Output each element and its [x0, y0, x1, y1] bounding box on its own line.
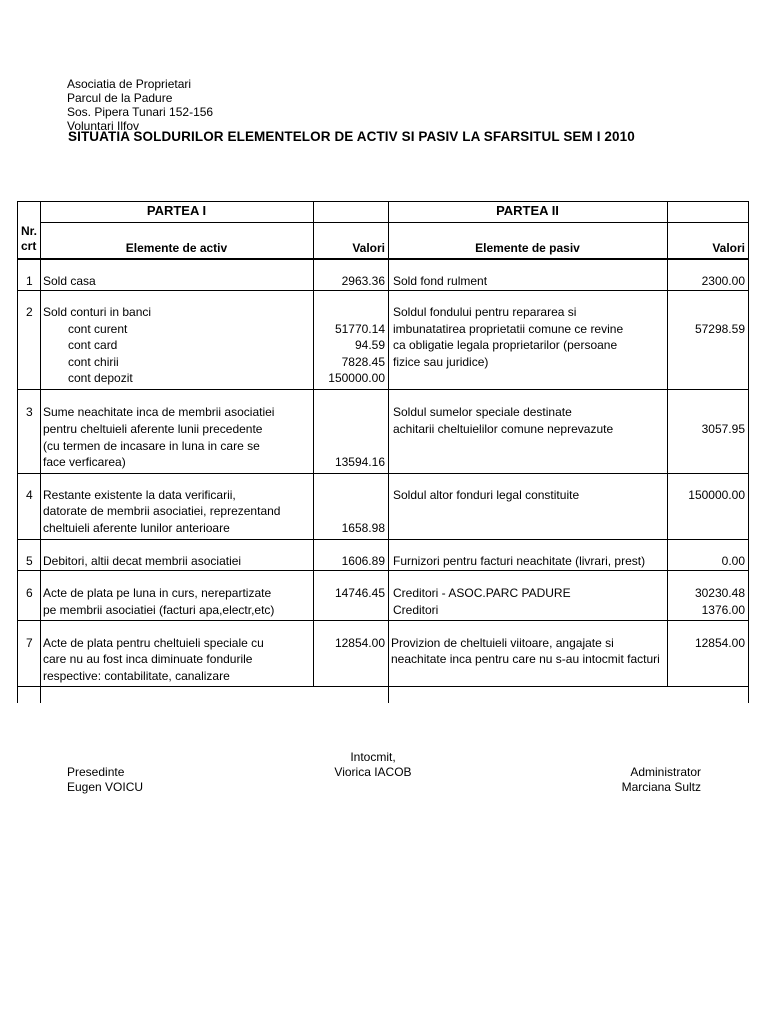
pasiv-item: Sold fond rulment [393, 274, 488, 288]
activ-item: Sume neachitate inca de membrii asociatiei [43, 405, 275, 419]
activ-value: 2963.36 [341, 274, 385, 288]
pasiv-value: 150000.00 [688, 488, 745, 502]
pasiv-value: 1376.00 [701, 603, 745, 617]
activ-item: cheltuieli aferente lunilor anterioare [43, 521, 230, 535]
signature-administrator: Administrator Marciana Sultz [621, 765, 701, 794]
activ-item: Sold casa [43, 274, 96, 288]
activ-item: Sold conturi in banci [43, 305, 152, 319]
association-subname: Parcul de la Padure [67, 91, 173, 105]
pasiv-item: fizice sau juridice) [393, 355, 489, 369]
activ-subitem: cont curent [68, 322, 128, 336]
activ-subitem: cont chirii [68, 355, 119, 369]
col-pasiv-header: Elemente de pasiv [475, 241, 580, 255]
activ-item: pentru cheltuieli aferente lunii precedente [43, 422, 263, 436]
activ-value: 1658.98 [341, 521, 385, 535]
association-city: Voluntari Ilfov [67, 119, 140, 133]
activ-item: (cu termen de incasare in luna in care se [43, 439, 260, 453]
signature-prepared-by: Intocmit, Viorica IACOB [334, 750, 412, 779]
activ-value: 150000.00 [328, 371, 385, 385]
pasiv-item: Provizion de cheltuieli viitoare, angajate si [391, 636, 614, 650]
pasiv-item: ca obligatie legala proprietarilor (persoane [393, 338, 618, 352]
activ-value: 7828.45 [341, 355, 385, 369]
activ-value: 13594.16 [334, 455, 385, 469]
activ-item: Acte de plata pe luna in curs, nerepartizate [43, 586, 272, 600]
activ-value: 51770.14 [334, 322, 385, 336]
row-number: 7 [26, 636, 33, 650]
document-title: SITUATIA SOLDURILOR ELEMENTELOR DE ACTIV SI PASIV LA SFARSITUL SEM I 2010 [68, 129, 635, 144]
pasiv-value: 0.00 [721, 554, 745, 568]
association-name: Asociatia de Proprietari [67, 77, 192, 91]
activ-item: Acte de plata pentru cheltuieli speciale cu [43, 636, 264, 650]
pasiv-item: Creditori - ASOC.PARC PADURE [393, 586, 571, 600]
activ-value: 94.59 [354, 338, 385, 352]
association-address: Sos. Pipera Tunari 152-156 [67, 105, 214, 119]
pasiv-item: imbunatatirea proprietatii comune ce revine [393, 322, 624, 336]
pasiv-item: Soldul altor fonduri legal constituite [393, 488, 580, 502]
pasiv-item: Soldul fondului pentru repararea si [393, 305, 577, 319]
pasiv-value: 3057.95 [701, 422, 745, 436]
pasiv-value: 2300.00 [701, 274, 745, 288]
activ-subitem: cont depozit [68, 371, 133, 385]
part-two-header: PARTEA II [496, 203, 559, 218]
pasiv-value: 30230.48 [694, 586, 745, 600]
row-number: 3 [26, 405, 33, 419]
pasiv-value: 12854.00 [694, 636, 745, 650]
pasiv-item: neachitate inca pentru care nu s-au intocmit facturi [391, 652, 660, 666]
row-number: 6 [26, 586, 33, 600]
pasiv-item: Soldul sumelor speciale destinate [393, 405, 572, 419]
pasiv-item: Furnizori pentru facturi neachitate (livrari, prest) [393, 554, 646, 568]
row-number: 2 [26, 305, 33, 319]
signature-president: Presedinte Eugen VOICU [67, 765, 144, 794]
col-activ-header: Elemente de activ [125, 241, 228, 255]
activ-item: pe membrii asociatiei (facturi apa,electr,etc) [43, 603, 275, 617]
activ-item: care nu au fost inca diminuate fondurile [43, 652, 253, 666]
activ-subitem: cont card [68, 338, 118, 352]
row-number: 4 [26, 488, 33, 502]
activ-value: 1606.89 [341, 554, 385, 568]
pasiv-item: achitarii cheltuielilor comune neprevazute [393, 422, 614, 436]
activ-item: face verficarea) [43, 455, 126, 469]
pasiv-item: Creditori [393, 603, 439, 617]
col-valori-pasiv-header: Valori [712, 241, 745, 255]
nr-header: Nr. crt [21, 224, 38, 253]
part-one-header: PARTEA I [146, 203, 207, 218]
col-valori-activ-header: Valori [352, 241, 385, 255]
row-number: 1 [26, 274, 33, 288]
activ-item: respective: contabilitate, canalizare [43, 669, 230, 683]
activ-item: Debitori, altii decat membrii asociatiei [43, 554, 242, 568]
activ-value: 12854.00 [334, 636, 385, 650]
activ-item: datorate de membrii asociatiei, reprezentand [43, 504, 281, 518]
activ-value: 14746.45 [334, 586, 385, 600]
pasiv-value: 57298.59 [694, 322, 745, 336]
row-number: 5 [26, 554, 33, 568]
activ-item: Restante existente la data verificarii, [43, 488, 236, 502]
